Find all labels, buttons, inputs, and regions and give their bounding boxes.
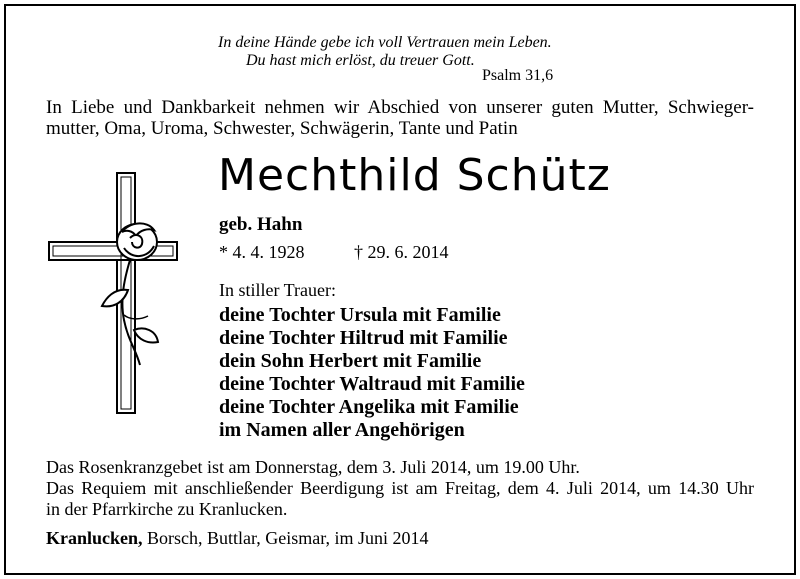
requiem-info-line-2: in der Pfarrkirche zu Kranlucken. [46,499,288,519]
cross-with-rose-icon [44,170,184,422]
mourner-entry: deine Tochter Waltraud mit Familie [219,373,525,395]
signature-line [46,528,429,549]
mourner-entry: deine Tochter Angelika mit Familie [219,396,519,418]
mourner-entry: deine Tochter Hiltrud mit Familie [219,327,508,349]
intro-line-2: mutter, Oma, Uroma, Schwester, Schwägerin, Tante und Patin [46,118,518,139]
mourner-entry: deine Tochter Ursula mit Familie [219,304,501,326]
psalm-line-2: Du hast mich erlöst, du treuer Gott. [246,52,475,69]
mourner-entry: dein Sohn Herbert mit Familie [219,350,482,372]
signature-place: Kranlucken, [46,528,143,548]
deceased-name: Mechthild Schütz [218,150,611,201]
mourners-list [219,304,525,442]
psalm-reference: Psalm 31,6 [482,67,554,84]
intro-line-1: In Liebe und Dankbarkeit nehmen wir Abschied von unserer guten Mutter, Schwieger- [46,97,754,118]
birth-date: * 4. 4. 1928 [219,242,305,262]
psalm-line-1: In deine Hände gebe ich voll Vertrauen mein Leben. [218,34,552,51]
mourners-heading: In stiller Trauer: [219,280,336,300]
signature-rest: Borsch, Buttlar, Geismar, im Juni 2014 [142,528,429,548]
rosary-info: Das Rosenkranzgebet ist am Donnerstag, dem 3. Juli 2014, um 19.00 Uhr. [46,457,580,477]
birth-name: geb. Hahn [219,214,303,235]
mourner-entry: im Namen aller Angehörigen [219,419,465,441]
requiem-info-line-1: Das Requiem mit anschließender Beerdigung ist am Freitag, dem 4. Juli 2014, um 14.30 Uhr [46,478,754,498]
death-date: † 29. 6. 2014 [354,242,449,262]
